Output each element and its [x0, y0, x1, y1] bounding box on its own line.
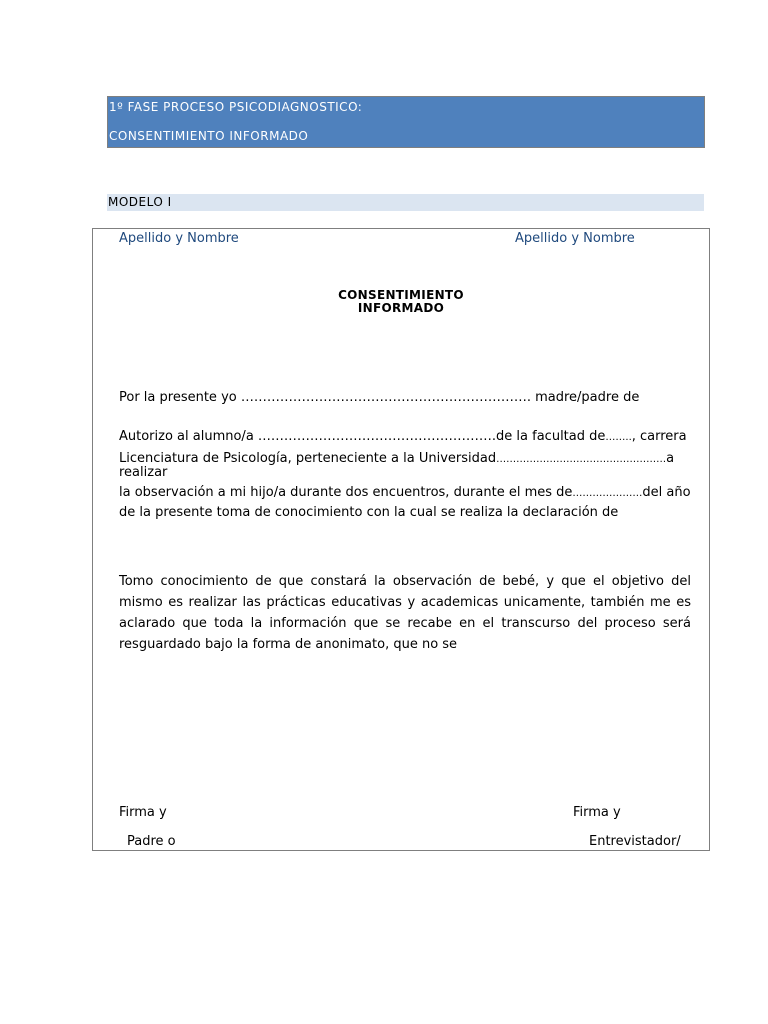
consent-paragraph: Tomo conocimiento de que constará la observación de bebé, y que el objetivo del mismo es realizar las prácticas educativas y academicas unicamente, también me es aclarado que toda la información que se recabe en el transcurso del proceso será resguardado bajo la forma de anonimato, que no se [119, 574, 691, 652]
line-autorizo-end: , carrera [631, 429, 687, 444]
form-title-line2: INFORMADO [357, 301, 445, 315]
consent-form [92, 228, 710, 851]
line-observacion [119, 485, 691, 500]
line-autorizo-text: Autorizo al alumno/a ……………………………………………….de la facultad de [119, 429, 606, 444]
line-presente: Por la presente yo …………………………………………………………. madre/padre de [119, 390, 640, 405]
signature-parent-role: Padre o [127, 834, 176, 849]
line-realizar: realizar [119, 465, 168, 480]
line-cut-off: de la presente toma de conocimiento con la cual se realiza la declaración de [119, 505, 619, 520]
model-label: MODELO I [107, 194, 704, 211]
section-header [107, 96, 705, 148]
line-licenciatura [119, 451, 691, 466]
form-title-line1: CONSENTIMIENTO [338, 288, 464, 302]
line-obs-end: del año [642, 485, 691, 500]
name-label-left: Apellido y Nombre [119, 231, 239, 246]
signature-interviewer-role: Entrevistador/ [589, 834, 681, 849]
line-lic-dots: …………………………………………… [496, 454, 667, 465]
line-autorizo-dots: …….. [605, 432, 632, 443]
signature-interviewer-label: Firma y [573, 805, 621, 820]
form-title [93, 289, 709, 315]
line-autorizo [119, 429, 691, 444]
line-lic-end: a [666, 451, 675, 466]
line-obs-text: la observación a mi hijo/a durante dos encuentros, durante el mes de [119, 485, 573, 500]
signature-parent-label: Firma y [119, 805, 167, 820]
line-obs-dots: ………………… [572, 488, 643, 499]
name-label-right: Apellido y Nombre [515, 231, 635, 246]
line-lic-text: Licenciatura de Psicología, perteneciente a la Universidad [119, 451, 497, 466]
header-title-line2: CONSENTIMIENTO INFORMADO [109, 129, 309, 143]
header-title-line1: 1º FASE PROCESO PSICODIAGNOSTICO: [109, 100, 363, 114]
clipped-lines [119, 477, 691, 520]
